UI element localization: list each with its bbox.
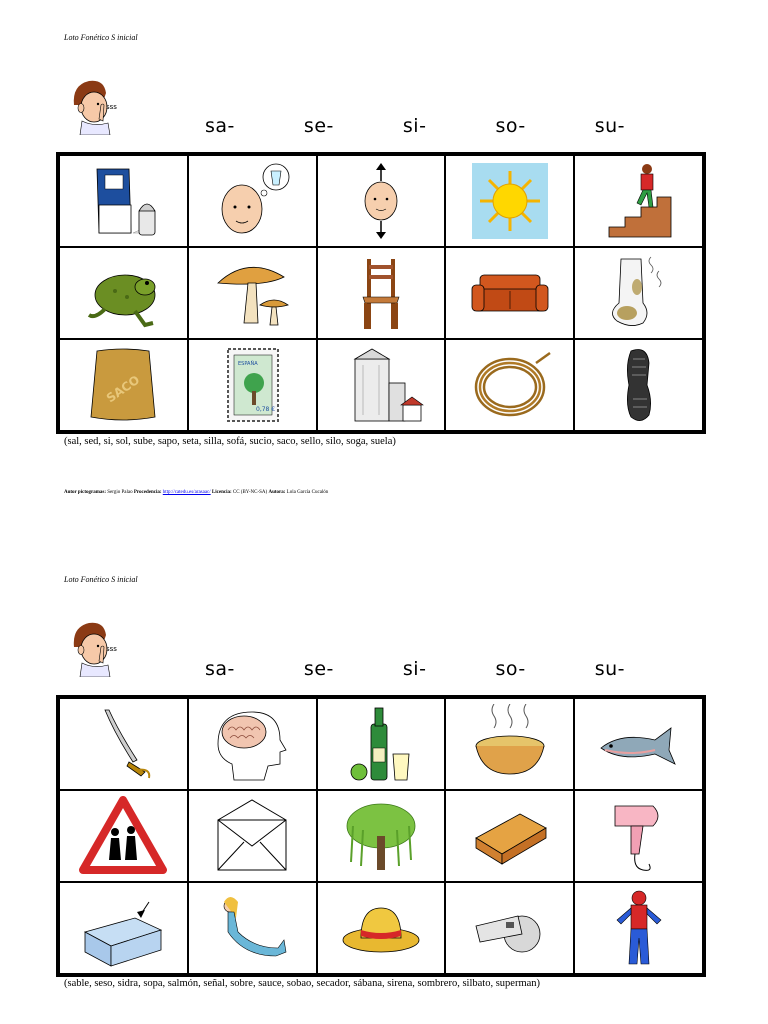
grid-cell [445,155,574,247]
dirty-sock-icon [591,253,687,333]
grid-cell [317,155,446,247]
brain-icon [204,704,300,784]
syllable-se: se- [303,658,334,680]
climbing-stairs-icon [591,161,687,241]
vertical-arrows-icon [333,161,429,241]
grid-cell [188,698,317,790]
grid-cell [188,339,317,431]
pictogram-grid [56,695,706,977]
credits-authors: Lola García Cucalón [286,490,329,495]
grid-cell [574,790,703,882]
bed-sheet-icon [75,888,171,968]
whistle-icon [462,888,558,968]
silo-icon [333,345,429,425]
salt-icon [75,161,171,241]
grid-cell [445,247,574,339]
superhero-icon [591,888,687,968]
credits-license: CC (BY-NC-SA) [232,490,268,495]
syllable-sa: sa- [205,115,235,137]
sofa-icon [462,253,558,333]
credits-authors-label: Autora: [268,490,286,495]
silence-child-icon [64,75,124,135]
stamp-value: 0,78 € [256,406,276,413]
soup-icon [462,704,558,784]
credits-line [64,490,328,495]
grid-cell [59,155,188,247]
stamp-icon [204,345,300,425]
shoe-sole-icon [591,345,687,425]
syllable-so: so- [495,115,526,137]
chair-icon [333,253,429,333]
syllable-su: su- [594,115,625,137]
grid-cell [317,339,446,431]
avatar-label: sss [106,645,117,653]
grid-cell [445,698,574,790]
syllable-si: si- [402,115,427,137]
grid-cell [574,882,703,974]
credits-author: Sergio Palao [107,490,133,495]
grid-cell [59,247,188,339]
grid-cell [188,790,317,882]
sack-label: SACO [104,372,143,406]
grid-cell [445,882,574,974]
grid-cell [317,698,446,790]
credits-author-label: Autor pictogramas: [64,490,106,495]
grid-cell [59,882,188,974]
credits-source-link[interactable]: http://catedu.es/arasaac/ [162,490,211,495]
stamp-country: ESPAÑA [238,361,258,367]
salmon-icon [591,704,687,784]
grid-cell [445,339,574,431]
syllable-se: se- [303,115,334,137]
credits-license-label: Licencia: [211,490,232,495]
pictogram-grid [56,152,706,434]
sponge-cake-icon [462,796,558,876]
credits-source-label: Procedencia: [133,490,162,495]
grid-cell [574,247,703,339]
grid-cell [574,698,703,790]
grid-cell [317,790,446,882]
rope-icon [462,345,558,425]
syllable-su: su- [594,658,625,680]
willow-icon [333,796,429,876]
grid-cell [445,790,574,882]
road-sign-icon [75,796,171,876]
saber-icon [75,704,171,784]
sun-icon [462,161,558,241]
sheet-header: Loto Fonético S inicial [64,33,138,42]
hat-icon [333,888,429,968]
grid-cell [59,790,188,882]
syllable-sa: sa- [205,658,235,680]
hair-dryer-icon [591,796,687,876]
syllable-si: si- [402,658,427,680]
grid-cell [317,882,446,974]
sack-icon [75,345,171,425]
grid-cell [188,247,317,339]
sheet-header: Loto Fonético S inicial [64,575,138,584]
cider-icon [333,704,429,784]
grid-cell [317,247,446,339]
grid-cell [574,155,703,247]
grid-cell [188,155,317,247]
syllable-so: so- [495,658,526,680]
syllable-row [205,658,625,680]
syllable-row [205,115,625,137]
grid-cell [59,698,188,790]
grid-cell [188,882,317,974]
silence-child-icon [64,617,124,677]
grid-cell [59,339,188,431]
toad-icon [75,253,171,333]
thirst-icon [204,161,300,241]
mermaid-icon [204,888,300,968]
word-list: (sable, seso, sidra, sopa, salmón, señal, sobre, sauce, sobao, secador, sábana, sirena, sombrero, silbato, superman) [64,978,541,989]
word-list: (sal, sed, si, sol, sube, sapo, seta, silla, sofá, sucio, saco, sello, silo, soga, suela) [64,436,396,447]
avatar-label: sss [106,103,117,111]
mushroom-icon [204,253,300,333]
grid-cell [574,339,703,431]
envelope-icon [204,796,300,876]
